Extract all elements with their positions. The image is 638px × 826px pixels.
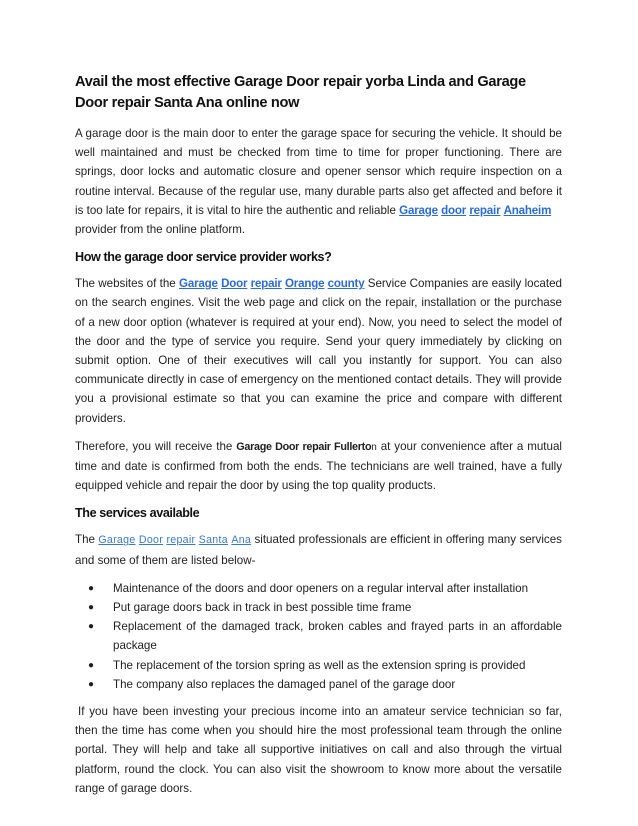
intro-text-after: provider from the online platform.: [75, 223, 246, 237]
section2-paragraph: [75, 530, 562, 569]
list-item-text: Put garage doors back in track in best possible time frame: [113, 601, 412, 615]
link-orange-county-3[interactable]: repair: [250, 277, 282, 291]
list-item-text: Replacement of the damaged track, broken cables and frayed parts in an affordable package: [113, 620, 562, 653]
bullet-icon: ●: [88, 582, 95, 594]
link-garage-anaheim-4[interactable]: Anaheim: [503, 203, 552, 217]
section1-paragraph-1: [75, 274, 562, 428]
list-item-text: The replacement of the torsion spring as well as the extension spring is provided: [113, 658, 526, 672]
list-item: [75, 579, 562, 598]
section2-p-before: The: [75, 533, 99, 547]
link-garage-anaheim-1[interactable]: Garage: [399, 203, 438, 217]
document-page: [75, 72, 562, 807]
link-garage-anaheim-2[interactable]: door: [441, 203, 467, 217]
fullerton-keyword-tail: n: [371, 441, 377, 453]
section-heading-services: The services available: [75, 506, 200, 521]
link-orange-county-4[interactable]: Orange: [284, 277, 325, 291]
link-orange-county-2[interactable]: Door: [221, 277, 248, 291]
list-item: [75, 675, 562, 694]
link-garage-anaheim-3[interactable]: repair: [469, 203, 501, 217]
section2-p-after: situated professionals are efficient in offering many services and some of them are listed below-: [75, 533, 562, 567]
list-item: [75, 598, 562, 617]
bullet-icon: ●: [88, 602, 95, 614]
intro-text: A garage door is the main door to enter the garage space for securing the vehicle. It should be well maintained and must be checked from time to time for proper functioning. There are springs, door locks and automatic closure and opener sensor which require inspection on a routine interval. Because of the regular use, many durable parts also get affected and before it is too late for repairs, it is vital to hire the authentic and reliable: [75, 127, 562, 217]
link-orange-county-1[interactable]: Garage: [179, 277, 218, 291]
section-heading-how-it-works: How the garage door service provider works?: [75, 250, 332, 265]
section1-paragraph-2: [75, 437, 562, 496]
list-item: [75, 617, 562, 655]
list-item-text: The company also replaces the damaged panel of the garage door: [113, 677, 456, 691]
section1-p1-after: Service Companies are easily located on the search engines. Visit the web page and click on the repair, installation or the purchase of a new door option (whatever is required at your end). Now, you need to select the model of the door and the type of service you require. Send your query immediately by clicking on submit option. One of their executives will call you instantly for support. You can also communicate directly in case of emergency on the mentioned contact details. They will provide you a provisional estimate so that you can examine the price and compare with different providers.: [75, 277, 562, 425]
bullet-icon: ●: [88, 678, 95, 690]
link-santa-ana-5[interactable]: Ana: [231, 534, 252, 547]
list-item-text: Maintenance of the doors and door openers on a regular interval after installation: [113, 581, 529, 595]
link-santa-ana-2[interactable]: Door: [138, 534, 164, 547]
section1-p1-before: The websites of the: [75, 277, 180, 291]
link-santa-ana-1[interactable]: Garage: [98, 534, 136, 547]
fullerton-keyword: Garage Door repair Fullerto: [236, 440, 372, 453]
intro-paragraph: [75, 124, 562, 239]
services-list: [75, 579, 562, 694]
link-orange-county-5[interactable]: county: [327, 277, 365, 291]
section1-p2-after: at your convenience after a mutual time and date is confirmed from both the ends. The technicians are well trained, have a fully equipped vehicle and repair the door by using the top quality products.: [75, 439, 562, 493]
document-title: Avail the most effective Garage Door repair yorba Linda and Garage Door repair Santa Ana online now: [75, 74, 526, 111]
bullet-icon: ●: [88, 659, 95, 671]
bullet-icon: ●: [88, 621, 95, 633]
link-santa-ana-4[interactable]: Santa: [198, 534, 228, 547]
closing-paragraph: If you have been investing your precious income into an amateur service technician so far, then the time has come when you should hire the most professional team through the online portal. They will help and take all supportive initiatives on call and also through the virtual platform, round the clock. You can also visit the showroom to know more about the versatile range of garage doors.: [75, 705, 562, 795]
list-item: [75, 656, 562, 675]
link-santa-ana-3[interactable]: repair: [166, 534, 196, 547]
section1-p2-before: Therefore, you will receive the: [75, 439, 237, 453]
